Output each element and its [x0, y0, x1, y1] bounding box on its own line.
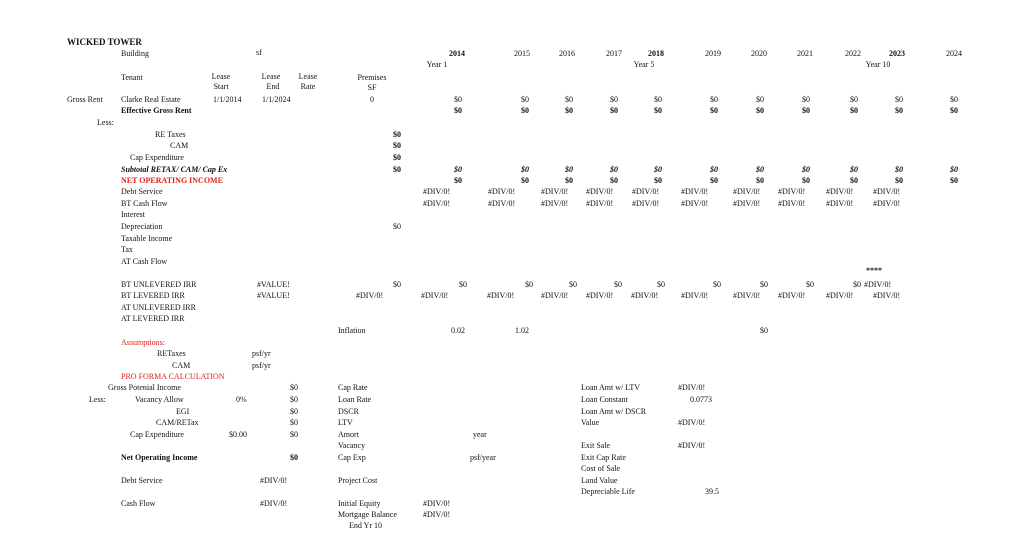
- irr-zero-2021: $0: [806, 280, 814, 289]
- loan-amt-dscr-label: Loan Amt w/ DSCR: [581, 407, 647, 416]
- gross-rent-2016: $0: [565, 95, 573, 104]
- bt-cash-flow-2016: #DIV/0!: [541, 199, 569, 208]
- lease-rate-header-2: Rate: [300, 82, 316, 91]
- mortgage-balance-value: #DIV/0!: [423, 510, 451, 519]
- debt-service-2017: #DIV/0!: [586, 187, 614, 196]
- noi-2024: $0: [950, 176, 958, 185]
- year-header-2021: 2021: [797, 49, 813, 58]
- cam-label: CAM: [170, 141, 189, 150]
- lease-rate-header-1: Lease: [298, 72, 318, 81]
- year-header-2018: 2018: [648, 49, 664, 58]
- pf-debt-service-value: #DIV/0!: [260, 476, 288, 485]
- tenant-header: Tenant: [121, 73, 143, 82]
- year-header-2023: 2023: [889, 49, 905, 58]
- year-header-2015: 2015: [514, 49, 530, 58]
- at-levered-irr-label: AT LEVERED IRR: [121, 314, 185, 323]
- less-label: Less:: [97, 118, 114, 127]
- effective-gross-rent-2018: $0: [654, 106, 662, 115]
- bt-cash-flow-2023: #DIV/0!: [873, 199, 901, 208]
- vacancy-allow-label: Vacancy Allow: [135, 395, 184, 404]
- value-value: #DIV/0!: [678, 418, 706, 427]
- taxable-income-label: Taxable Income: [121, 234, 173, 243]
- pro-forma-heading: PRO FORMA CALCULATION: [121, 372, 225, 381]
- pf-cap-expenditure-value: $0: [290, 430, 298, 439]
- subtotal-2021: $0: [802, 165, 810, 174]
- cost-of-sale-label: Cost of Sale: [581, 464, 621, 473]
- noi-2016: $0: [565, 176, 573, 185]
- bt-cash-flow-label: BT Cash Flow: [121, 199, 168, 208]
- gross-potential-label: Gross Potenial Income: [108, 383, 181, 392]
- noi-2014: $0: [454, 176, 462, 185]
- bt-cash-flow-2014: #DIV/0!: [423, 199, 451, 208]
- debt-service-2014: #DIV/0!: [423, 187, 451, 196]
- pf-cap-expenditure-label: Cap Expenditure: [130, 430, 184, 439]
- subtotal-2014: $0: [454, 165, 462, 174]
- bt-unlevered-irr-label: BT UNLEVERED IRR: [121, 280, 197, 289]
- gross-rent-2023: $0: [895, 95, 903, 104]
- noi-2017: $0: [610, 176, 618, 185]
- pf-less-label: Less:: [89, 395, 106, 404]
- debt-service-2022: #DIV/0!: [826, 187, 854, 196]
- noi-2018: $0: [654, 176, 662, 185]
- cam-retax-value: $0: [290, 418, 298, 427]
- irr-zero-2019: $0: [713, 280, 721, 289]
- bt-cash-flow-2021: #DIV/0!: [778, 199, 806, 208]
- irr-div0-2023-top: #DIV/0!: [864, 280, 892, 289]
- debt-service-2023: #DIV/0!: [873, 187, 901, 196]
- re-taxes-label: RE Taxes: [155, 130, 186, 139]
- depreciation-premises: $0: [393, 222, 401, 231]
- bt-cash-flow-2018: #DIV/0!: [632, 199, 660, 208]
- dscr-label: DSCR: [338, 407, 359, 416]
- cap-exp-unit: psf/year: [470, 453, 496, 462]
- subtotal-2016: $0: [565, 165, 573, 174]
- loan-amt-ltv-label: Loan Amt w/ LTV: [581, 383, 641, 392]
- vacancy-pct: 0%: [236, 395, 247, 404]
- lease-end-value: 1/1/2024: [262, 95, 291, 104]
- inflation-2015: 1.02: [515, 326, 529, 335]
- building-label: Building: [121, 49, 150, 58]
- subtotal-label: Subtotal RETAX/ CAM/ Cap Ex: [121, 165, 228, 174]
- exit-sale-label: Exit Sale: [581, 441, 611, 450]
- ltv-label: LTV: [338, 418, 353, 427]
- exit-sale-value: #DIV/0!: [678, 441, 706, 450]
- assumptions-heading: Assumptions:: [121, 338, 166, 347]
- effective-gross-rent-2014: $0: [454, 106, 462, 115]
- debt-service-2015: #DIV/0!: [488, 187, 516, 196]
- irr-div0-2014: #DIV/0!: [421, 291, 449, 300]
- initial-equity-value: #DIV/0!: [423, 499, 451, 508]
- pf-cash-flow-label: Cash Flow: [121, 499, 156, 508]
- bt-cash-flow-2022: #DIV/0!: [826, 199, 854, 208]
- premises-value: 0: [370, 95, 374, 104]
- year-header-2020: 2020: [751, 49, 767, 58]
- year-header-2019: 2019: [705, 49, 721, 58]
- gross-rent-2018: $0: [654, 95, 662, 104]
- capex-premises: $0: [393, 153, 401, 162]
- noi-label: NET OPERATING INCOME: [121, 176, 223, 185]
- effective-gross-rent-2022: $0: [850, 106, 858, 115]
- pf-cash-flow-value: #DIV/0!: [260, 499, 288, 508]
- irr-zero-2022: $0: [853, 280, 861, 289]
- gross-rent-2017: $0: [610, 95, 618, 104]
- gross-rent-2019: $0: [710, 95, 718, 104]
- bt-levered-irr-label: BT LEVERED IRR: [121, 291, 185, 300]
- irr-div0-2019: #DIV/0!: [681, 291, 709, 300]
- subtotal-2020: $0: [756, 165, 764, 174]
- effective-gross-rent-label: Effective Gross Rent: [121, 106, 192, 115]
- year-header-2024: 2024: [946, 49, 962, 58]
- re-taxes-premises: $0: [393, 130, 401, 139]
- cam-retax-label: CAM/RETax: [156, 418, 199, 427]
- year-10-note: Year 10: [865, 60, 891, 69]
- year-5-note: Year 5: [633, 60, 655, 69]
- vacancy-label: Vacancy: [338, 441, 366, 450]
- pf-debt-service-label: Debt Service: [121, 476, 163, 485]
- egi-value: $0: [290, 407, 298, 416]
- effective-gross-rent-2024: $0: [950, 106, 958, 115]
- cam-assumption-label: CAM: [172, 361, 191, 370]
- effective-gross-rent-2016: $0: [565, 106, 573, 115]
- noi-2020: $0: [756, 176, 764, 185]
- stars-marker: ****: [866, 266, 882, 275]
- gross-rent-2021: $0: [802, 95, 810, 104]
- gross-rent-2022: $0: [850, 95, 858, 104]
- subtotal-2019: $0: [710, 165, 718, 174]
- noi-2022: $0: [850, 176, 858, 185]
- effective-gross-rent-2023: $0: [895, 106, 903, 115]
- cam-unit: psf/yr: [252, 361, 271, 370]
- loan-rate-label: Loan Rate: [338, 395, 372, 404]
- irr-premises-div0: #DIV/0!: [356, 291, 384, 300]
- gross-rent-2020: $0: [756, 95, 764, 104]
- effective-gross-rent-2020: $0: [756, 106, 764, 115]
- gross-rent-label: Gross Rent: [67, 95, 103, 104]
- value-label: Value: [581, 418, 600, 427]
- egi-label: EGI: [176, 407, 190, 416]
- lease-start-value: 1/1/2014: [213, 95, 242, 104]
- sheet-title: WICKED TOWER: [67, 37, 142, 47]
- subtotal-2017: $0: [610, 165, 618, 174]
- pf-noi-label: Net Operating Income: [121, 453, 198, 462]
- debt-service-2016: #DIV/0!: [541, 187, 569, 196]
- effective-gross-rent-2019: $0: [710, 106, 718, 115]
- depreciation-label: Depreciation: [121, 222, 163, 231]
- inflation-2014: 0.02: [451, 326, 465, 335]
- irr-zero-2017: $0: [614, 280, 622, 289]
- premises-header-2: SF: [367, 83, 377, 92]
- irr-zero-2015: $0: [525, 280, 533, 289]
- irr-zero-2018: $0: [657, 280, 665, 289]
- land-value-label: Land Value: [581, 476, 618, 485]
- lease-start-header-1: Lease: [211, 72, 231, 81]
- effective-gross-rent-2017: $0: [610, 106, 618, 115]
- tenant-name: Clarke Real Estate: [121, 95, 181, 104]
- subtotal-2022: $0: [850, 165, 858, 174]
- debt-service-2018: #DIV/0!: [632, 187, 660, 196]
- mortgage-balance-label: Mortgage Balance: [338, 510, 397, 519]
- irr-div0-2020: #DIV/0!: [733, 291, 761, 300]
- bt-cash-flow-2020: #DIV/0!: [733, 199, 761, 208]
- pf-noi-value: $0: [290, 453, 298, 462]
- year-header-2017: 2017: [606, 49, 622, 58]
- lease-end-header-2: End: [266, 82, 280, 91]
- loan-amt-ltv-value: #DIV/0!: [678, 383, 706, 392]
- noi-2019: $0: [710, 176, 718, 185]
- irr-div0-2021: #DIV/0!: [778, 291, 806, 300]
- effective-gross-rent-2021: $0: [802, 106, 810, 115]
- noi-2015: $0: [521, 176, 529, 185]
- noi-2021: $0: [802, 176, 810, 185]
- exit-cap-rate-label: Exit Cap Rate: [581, 453, 626, 462]
- retaxes-unit: psf/yr: [252, 349, 271, 358]
- gross-potential-value: $0: [290, 383, 298, 392]
- bt-levered-irr-value: #VALUE!: [257, 291, 290, 300]
- end-yr10-label: End Yr 10: [349, 521, 383, 530]
- cap-rate-label: Cap Rate: [338, 383, 368, 392]
- irr-div0-2017: #DIV/0!: [586, 291, 614, 300]
- cam-premises: $0: [393, 141, 401, 150]
- year-header-2022: 2022: [845, 49, 861, 58]
- irr-div0-2023: #DIV/0!: [873, 291, 901, 300]
- bt-cash-flow-2015: #DIV/0!: [488, 199, 516, 208]
- subtotal-2015: $0: [521, 165, 529, 174]
- gross-rent-2015: $0: [521, 95, 529, 104]
- year-header-2014: 2014: [449, 49, 465, 58]
- amort-unit: year: [473, 430, 487, 439]
- year-header-2016: 2016: [559, 49, 575, 58]
- inflation-2020-zero: $0: [760, 326, 768, 335]
- irr-zero-2016: $0: [569, 280, 577, 289]
- debt-service-2021: #DIV/0!: [778, 187, 806, 196]
- irr-zero-2014: $0: [459, 280, 467, 289]
- subtotal-2023: $0: [895, 165, 903, 174]
- irr-premises-zero: $0: [393, 280, 401, 289]
- irr-zero-2020: $0: [760, 280, 768, 289]
- depreciable-life-label: Depreciable Life: [581, 487, 635, 496]
- irr-div0-2016: #DIV/0!: [541, 291, 569, 300]
- effective-gross-rent-2015: $0: [521, 106, 529, 115]
- cap-exp-label: Cap Exp: [338, 453, 366, 462]
- subtotal-2024: $0: [950, 165, 958, 174]
- sf-label: sf: [256, 48, 262, 57]
- initial-equity-label: Initial Equity: [338, 499, 381, 508]
- bt-cash-flow-2019: #DIV/0!: [681, 199, 709, 208]
- gross-rent-2014: $0: [454, 95, 462, 104]
- premises-header-1: Premises: [357, 73, 387, 82]
- year-1-note: Year 1: [426, 60, 448, 69]
- irr-div0-2022: #DIV/0!: [826, 291, 854, 300]
- loan-constant-value: 0.0773: [690, 395, 712, 404]
- noi-2023: $0: [895, 176, 903, 185]
- at-unlevered-irr-label: AT UNLEVERED IRR: [121, 303, 196, 312]
- debt-service-2020: #DIV/0!: [733, 187, 761, 196]
- interest-label: Interest: [121, 210, 145, 219]
- bt-cash-flow-2017: #DIV/0!: [586, 199, 614, 208]
- at-cash-flow-label: AT Cash Flow: [121, 257, 168, 266]
- irr-div0-2015: #DIV/0!: [487, 291, 515, 300]
- retaxes-assumption-label: RETaxes: [157, 349, 186, 358]
- depreciable-life-value: 39.5: [705, 487, 719, 496]
- vacancy-allow-value: $0: [290, 395, 298, 404]
- subtotal-2018: $0: [654, 165, 662, 174]
- debt-service-2019: #DIV/0!: [681, 187, 709, 196]
- irr-div0-2018: #DIV/0!: [631, 291, 659, 300]
- subtotal-premises: $0: [393, 165, 401, 174]
- inflation-label: Inflation: [338, 326, 366, 335]
- bt-unlevered-irr-value: #VALUE!: [257, 280, 290, 289]
- debt-service-label: Debt Service: [121, 187, 163, 196]
- gross-rent-2024: $0: [950, 95, 958, 104]
- cap-expenditure-label: Cap Expenditure: [130, 153, 184, 162]
- loan-constant-label: Loan Constant: [581, 395, 628, 404]
- pf-cap-exp-rate: $0.00: [229, 430, 247, 439]
- lease-start-header-2: Start: [213, 82, 229, 91]
- lease-end-header-1: Lease: [261, 72, 281, 81]
- tax-label: Tax: [121, 245, 133, 254]
- amort-label: Amort: [338, 430, 359, 439]
- project-cost-label: Project Cost: [338, 476, 378, 485]
